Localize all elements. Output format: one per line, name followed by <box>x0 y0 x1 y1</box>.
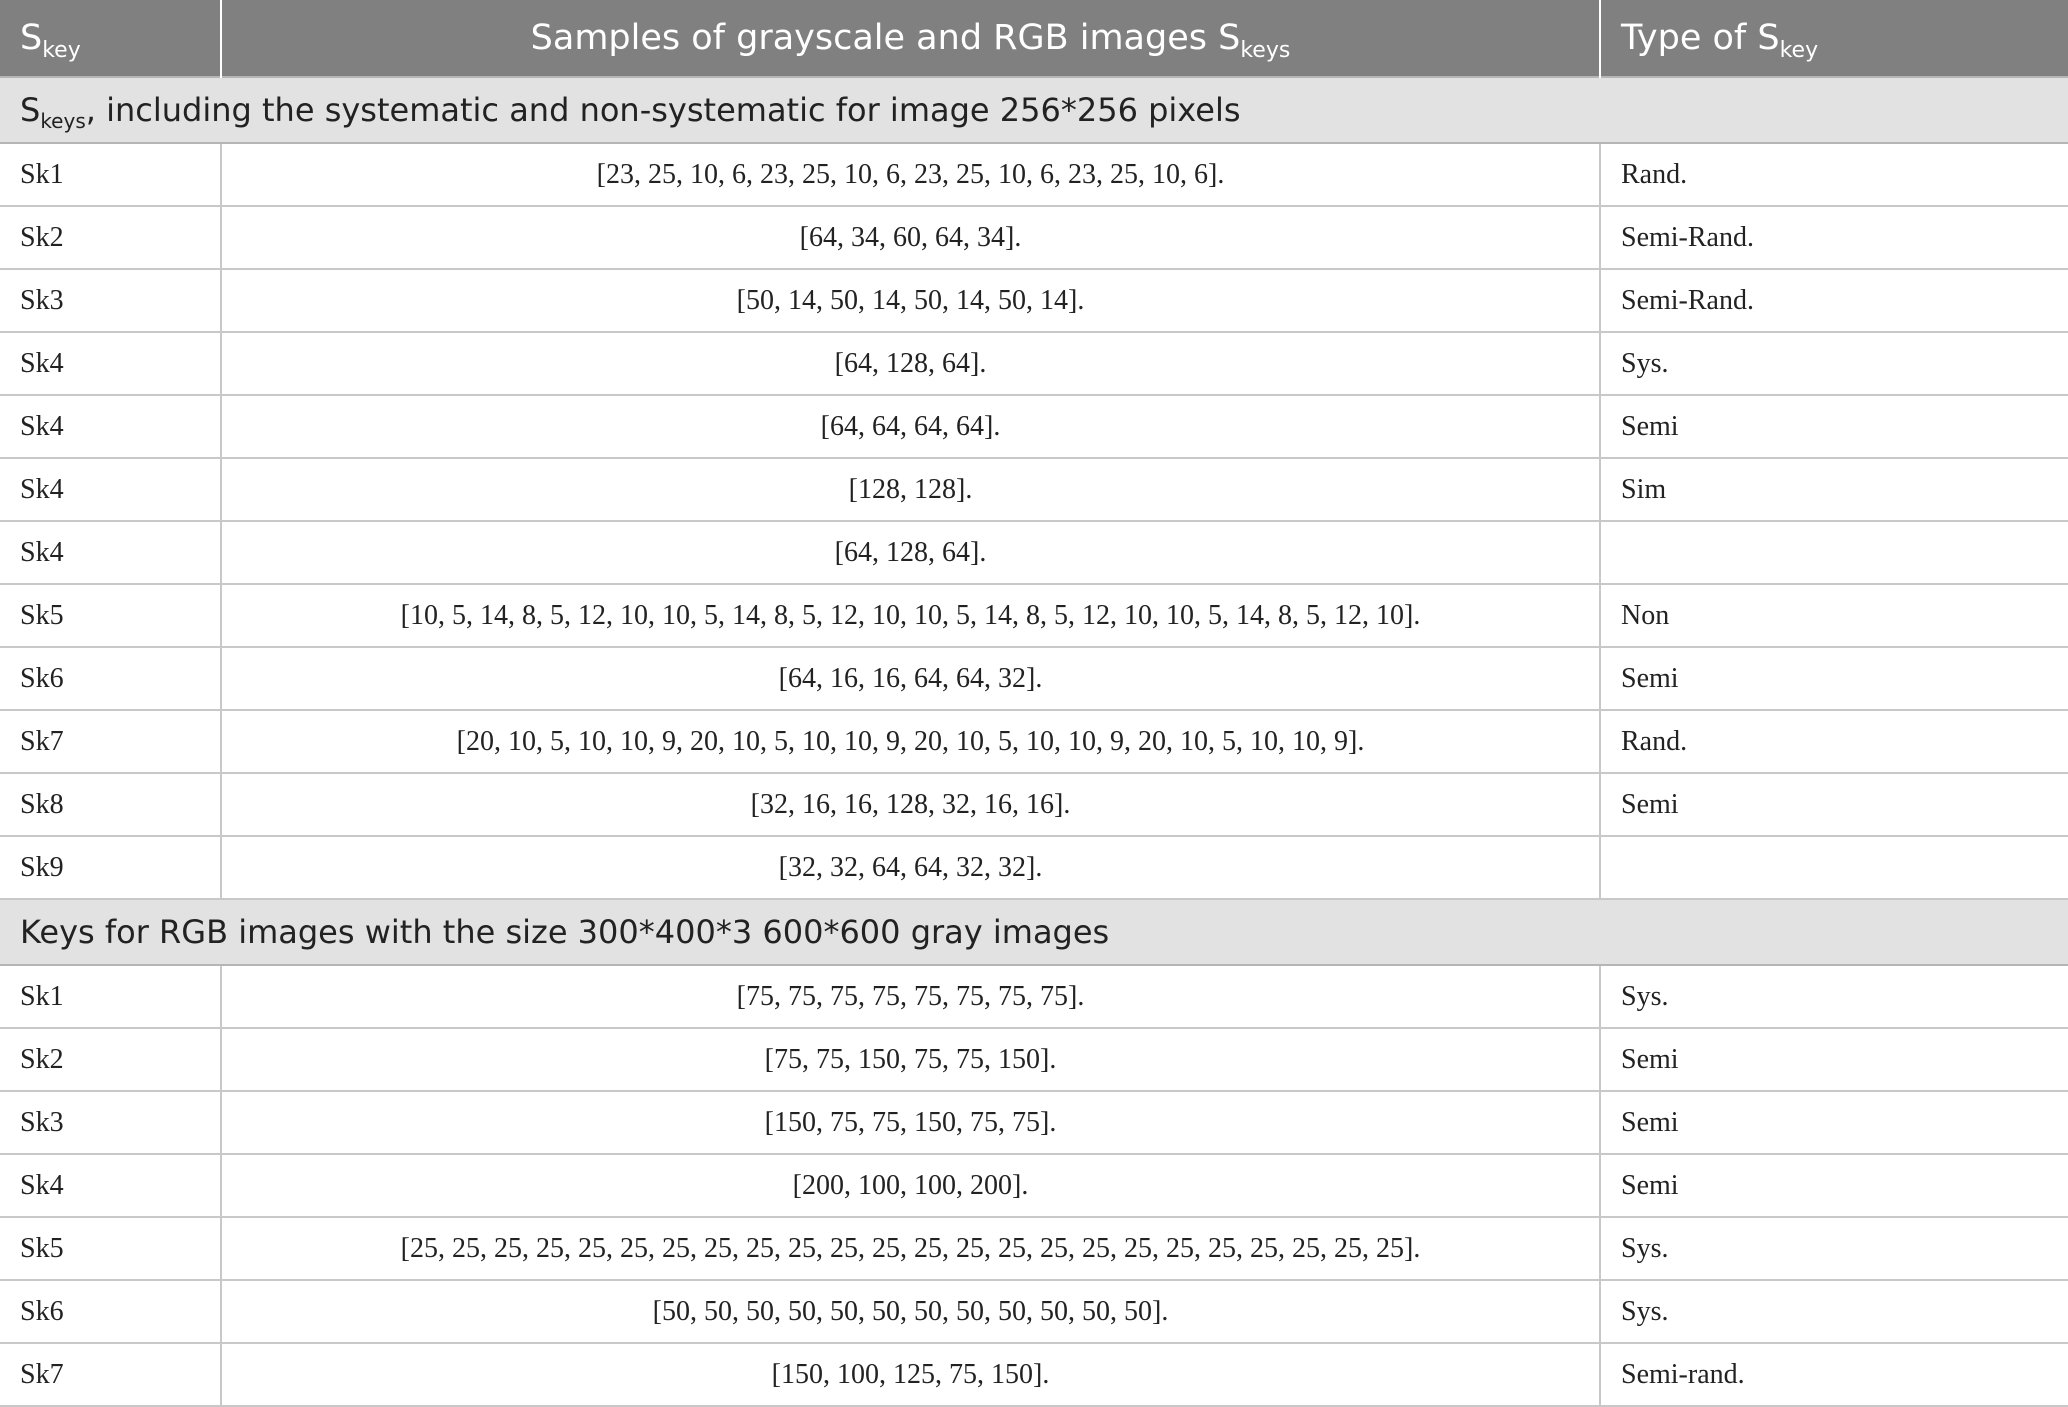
key-type-cell: Sys. <box>1600 1280 2068 1343</box>
table-row <box>0 1217 2068 1280</box>
header-row <box>0 0 2068 77</box>
key-values-cell: [20, 10, 5, 10, 10, 9, 20, 10, 5, 10, 10, 9, 20, 10, 5, 10, 10, 9, 20, 10, 5, 10, 10, 9]. <box>221 710 1600 773</box>
key-type-cell: Semi-rand. <box>1600 1343 2068 1406</box>
key-values-cell: [128, 128]. <box>221 458 1600 521</box>
key-values-cell: [64, 128, 64]. <box>221 521 1600 584</box>
key-type-cell: Rand. <box>1600 710 2068 773</box>
key-type-cell: Semi <box>1600 647 2068 710</box>
key-type-cell: Sim <box>1600 458 2068 521</box>
table-row <box>0 1343 2068 1406</box>
table-row <box>0 1280 2068 1343</box>
key-id-cell: Sk3 <box>0 1091 221 1154</box>
key-type-cell: Semi-Rand. <box>1600 206 2068 269</box>
header-type: Type of $S_{key}$ <box>1600 0 2068 77</box>
key-id-cell: Sk4 <box>0 521 221 584</box>
key-id-cell: Sk9 <box>0 836 221 899</box>
key-id-cell: Sk8 <box>0 773 221 836</box>
table-row <box>0 1154 2068 1217</box>
key-values-cell: [64, 16, 16, 64, 64, 32]. <box>221 647 1600 710</box>
table-row <box>0 143 2068 206</box>
key-id-cell: Sk3 <box>0 269 221 332</box>
key-values-cell: [150, 75, 75, 150, 75, 75]. <box>221 1091 1600 1154</box>
key-type-cell: Semi <box>1600 773 2068 836</box>
table-row <box>0 332 2068 395</box>
section-title: Keys for RGB images with the size 300*400*3 600*600 gray images <box>0 899 2068 965</box>
table-row <box>0 965 2068 1028</box>
key-id-cell: Sk7 <box>0 710 221 773</box>
key-id-cell: Sk4 <box>0 458 221 521</box>
table-row <box>0 773 2068 836</box>
key-values-cell: [75, 75, 75, 75, 75, 75, 75, 75]. <box>221 965 1600 1028</box>
key-type-cell: Non <box>1600 584 2068 647</box>
key-values-cell: [75, 75, 150, 75, 75, 150]. <box>221 1028 1600 1091</box>
key-id-cell: Sk1 <box>0 965 221 1028</box>
key-type-cell: Semi <box>1600 1154 2068 1217</box>
key-values-cell: [200, 100, 100, 200]. <box>221 1154 1600 1217</box>
header-samples: Samples of grayscale and RGB images $S_{keys}$ <box>221 0 1600 77</box>
key-id-cell: Sk4 <box>0 332 221 395</box>
table-row <box>0 1028 2068 1091</box>
key-type-cell: Semi <box>1600 1091 2068 1154</box>
key-type-cell: Sys. <box>1600 965 2068 1028</box>
key-values-cell: [32, 16, 16, 128, 32, 16, 16]. <box>221 773 1600 836</box>
key-type-cell: Sys. <box>1600 1217 2068 1280</box>
key-values-cell: [25, 25, 25, 25, 25, 25, 25, 25, 25, 25, 25, 25, 25, 25, 25, 25, 25, 25, 25, 25, 25, 25, 25, 25]. <box>221 1217 1600 1280</box>
table-row <box>0 710 2068 773</box>
table-row <box>0 836 2068 899</box>
key-id-cell: Sk6 <box>0 647 221 710</box>
key-type-cell: Semi-Rand. <box>1600 269 2068 332</box>
key-id-cell: Sk2 <box>0 1028 221 1091</box>
key-values-cell: [23, 25, 10, 6, 23, 25, 10, 6, 23, 25, 10, 6, 23, 25, 10, 6]. <box>221 143 1600 206</box>
table-row <box>0 206 2068 269</box>
key-id-cell: Sk6 <box>0 1280 221 1343</box>
key-values-cell: [32, 32, 64, 64, 32, 32]. <box>221 836 1600 899</box>
key-values-cell: [64, 64, 64, 64]. <box>221 395 1600 458</box>
table-row <box>0 584 2068 647</box>
key-type-cell <box>1600 521 2068 584</box>
section-header-rgb <box>0 899 2068 965</box>
table-row <box>0 395 2068 458</box>
key-id-cell: Sk4 <box>0 1154 221 1217</box>
key-values-cell: [64, 128, 64]. <box>221 332 1600 395</box>
table-row <box>0 458 2068 521</box>
key-values-cell: [50, 50, 50, 50, 50, 50, 50, 50, 50, 50, 50, 50]. <box>221 1280 1600 1343</box>
key-values-cell: [150, 100, 125, 75, 150]. <box>221 1343 1600 1406</box>
key-type-cell: Semi <box>1600 395 2068 458</box>
table-row <box>0 521 2068 584</box>
key-values-cell: [10, 5, 14, 8, 5, 12, 10, 10, 5, 14, 8, 5, 12, 10, 10, 5, 14, 8, 5, 12, 10, 10, 5, 14, 8, 5, 12, 10]. <box>221 584 1600 647</box>
header-skey: $S_{key}$ <box>0 0 221 77</box>
table-row <box>0 647 2068 710</box>
key-id-cell: Sk2 <box>0 206 221 269</box>
key-id-cell: Sk5 <box>0 1217 221 1280</box>
key-type-cell: Semi <box>1600 1028 2068 1091</box>
key-id-cell: Sk1 <box>0 143 221 206</box>
key-values-cell: [50, 14, 50, 14, 50, 14, 50, 14]. <box>221 269 1600 332</box>
key-values-cell: [64, 34, 60, 64, 34]. <box>221 206 1600 269</box>
key-type-cell: Sys. <box>1600 332 2068 395</box>
section-title: $S_{keys}$, including the systematic and non-systematic for image 256*256 pixels <box>0 77 2068 143</box>
key-type-cell <box>1600 836 2068 899</box>
key-id-cell: Sk7 <box>0 1343 221 1406</box>
table-row <box>0 269 2068 332</box>
key-id-cell: Sk5 <box>0 584 221 647</box>
table-row <box>0 1091 2068 1154</box>
key-id-cell: Sk4 <box>0 395 221 458</box>
key-type-cell: Rand. <box>1600 143 2068 206</box>
section-header-256 <box>0 77 2068 143</box>
